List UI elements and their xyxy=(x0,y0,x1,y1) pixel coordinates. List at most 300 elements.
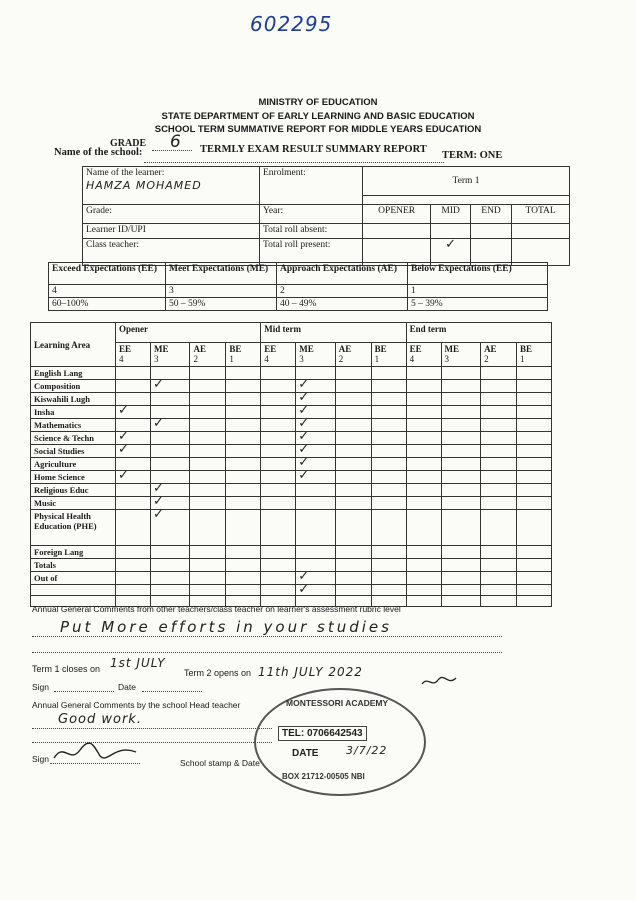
check-mark-icon: ✓ xyxy=(152,507,164,522)
learner-grade-label: Grade: xyxy=(83,204,260,223)
grade-cell xyxy=(441,406,481,419)
key-ee-range: 60–100% xyxy=(49,298,166,311)
grade-cell xyxy=(406,484,441,497)
level-header-1-0 xyxy=(261,343,296,367)
grade-cell xyxy=(116,403,151,419)
grade-cell xyxy=(516,471,551,484)
signature-scribble-icon xyxy=(420,672,460,692)
grade-cell xyxy=(335,510,371,546)
grade-cell xyxy=(406,406,441,419)
teacher-comment-text: Put More efforts in your studies xyxy=(60,618,392,636)
grade-cell xyxy=(441,471,481,484)
key-ee-num: 4 xyxy=(49,285,166,298)
grade-cell xyxy=(516,406,551,419)
grade-cell xyxy=(406,432,441,445)
level-number: 4 xyxy=(264,354,269,364)
grade-cell xyxy=(406,445,441,458)
grade-cell xyxy=(371,585,406,596)
grade-cell xyxy=(190,572,226,585)
head-sign-line xyxy=(50,763,140,764)
level-header-0-3 xyxy=(226,343,261,367)
school-label: Name of the school: xyxy=(54,147,143,158)
grade-cell xyxy=(441,497,481,510)
grade-cell xyxy=(481,497,517,510)
level-header-0-0 xyxy=(116,343,151,367)
term-header: Term 1 xyxy=(363,167,570,196)
grade-cell xyxy=(261,471,296,484)
subject-row xyxy=(31,367,552,380)
grade-cell xyxy=(481,367,517,380)
check-mark-icon: ✓ xyxy=(298,429,310,444)
head-sign-label: Sign xyxy=(32,754,50,764)
subject-name: English Lang xyxy=(31,367,116,380)
school-stamp xyxy=(254,688,426,796)
col-mid: MID xyxy=(431,204,471,223)
subject-row xyxy=(31,546,552,559)
grade-cell xyxy=(261,572,296,585)
sign-label: Sign xyxy=(32,682,50,692)
grade-cell xyxy=(441,432,481,445)
term1-closes-label: Term 1 closes on xyxy=(32,664,101,674)
check-mark-icon: ✓ xyxy=(445,236,457,252)
grade-cell xyxy=(406,419,441,432)
grade-cell xyxy=(150,377,190,393)
grade-cell xyxy=(116,585,151,596)
date-label: Date xyxy=(118,682,136,692)
subject-row xyxy=(31,510,552,546)
grade-cell xyxy=(190,559,226,572)
level-number: 1 xyxy=(519,354,525,364)
grade-cell xyxy=(516,559,551,572)
check-mark-icon: ✓ xyxy=(298,442,310,457)
grade-cell xyxy=(481,585,517,596)
level-number: 3 xyxy=(444,354,450,364)
grade-cell xyxy=(371,471,406,484)
grade-cell xyxy=(481,380,517,393)
grade-cell xyxy=(296,546,336,559)
grade-cell xyxy=(150,507,190,546)
grade-cell xyxy=(335,380,371,393)
grade-cell xyxy=(516,458,551,471)
grade-cell xyxy=(261,380,296,393)
subject-row xyxy=(31,585,552,596)
grade-cell xyxy=(406,471,441,484)
grade-cell xyxy=(371,367,406,380)
key-ae-title: Approach Expectations (AE) xyxy=(277,263,408,285)
col-end: END xyxy=(470,204,511,223)
grade-cell xyxy=(335,497,371,510)
grade-cell xyxy=(261,585,296,596)
check-mark-icon: ✓ xyxy=(118,442,129,457)
grade-cell xyxy=(261,484,296,497)
check-mark-icon: ✓ xyxy=(118,468,129,483)
grade-cell xyxy=(441,585,481,596)
period-end: End term xyxy=(406,323,551,343)
grade-cell xyxy=(116,546,151,559)
grade-cell xyxy=(516,419,551,432)
class-teacher-label: Class teacher: xyxy=(83,238,260,265)
top-reference-number: 602295 xyxy=(250,12,333,36)
grade-cell xyxy=(261,497,296,510)
key-be-range: 5 – 39% xyxy=(408,298,548,311)
subject-row xyxy=(31,406,552,419)
grade-cell xyxy=(226,497,261,510)
subject-row xyxy=(31,484,552,497)
grade-cell xyxy=(516,484,551,497)
comment-line-1 xyxy=(32,636,502,637)
subject-name: Kiswahili Lugh xyxy=(31,393,116,406)
level-code: BE xyxy=(374,344,387,354)
subject-row xyxy=(31,458,552,471)
key-ae-num: 2 xyxy=(277,285,408,298)
level-code: EE xyxy=(119,344,132,354)
department-heading: STATE DEPARTMENT OF EARLY LEARNING AND BASIC EDUCATION xyxy=(161,111,475,122)
level-number: 2 xyxy=(484,354,489,364)
grade-cell xyxy=(406,585,441,596)
level-header-2-2 xyxy=(481,343,517,367)
grade-cell xyxy=(150,546,190,559)
grade-cell xyxy=(116,497,151,510)
grade-cell xyxy=(190,393,226,406)
grade-cell xyxy=(116,442,151,458)
grade-cell xyxy=(226,367,261,380)
grade-cell xyxy=(150,458,190,471)
subject-name: Home Science xyxy=(31,471,116,484)
grade-cell xyxy=(261,393,296,406)
grade-cell xyxy=(226,406,261,419)
grade-cell xyxy=(335,445,371,458)
level-code: AE xyxy=(338,344,352,354)
head-comments-label: Annual General Comments by the school Head teacher xyxy=(32,700,241,710)
subject-row xyxy=(31,497,552,510)
grade-cell xyxy=(150,585,190,596)
grade-cell xyxy=(190,432,226,445)
grade-cell xyxy=(190,497,226,510)
grade-cell xyxy=(226,458,261,471)
grade-cell xyxy=(371,510,406,546)
grade-cell xyxy=(371,406,406,419)
teacher-comments-label: Annual General Comments from other teachers/class teacher on learner's assessment rubric level xyxy=(32,604,401,614)
grade-cell xyxy=(481,510,517,546)
grade-cell xyxy=(226,559,261,572)
grade-cell xyxy=(226,510,261,546)
grade-cell xyxy=(226,484,261,497)
grade-cell xyxy=(116,510,151,546)
level-code: ME xyxy=(153,344,169,354)
grade-cell xyxy=(481,432,517,445)
term2-opens-label: Term 2 opens on xyxy=(184,668,252,678)
report-title: TERMLY EXAM RESULT SUMMARY REPORT xyxy=(200,144,427,155)
grade-cell xyxy=(261,445,296,458)
subject-name: Composition xyxy=(31,380,116,393)
grade-cell xyxy=(116,367,151,380)
grade-cell xyxy=(226,572,261,585)
grade-cell xyxy=(335,546,371,559)
grade-cell xyxy=(296,497,336,510)
grade-cell xyxy=(441,393,481,406)
grade-cell xyxy=(335,484,371,497)
grade-cell xyxy=(150,572,190,585)
check-mark-icon: ✓ xyxy=(152,481,164,496)
grade-cell xyxy=(296,484,336,497)
subject-name: Mathematics xyxy=(31,419,116,432)
level-header-1-3 xyxy=(371,343,406,367)
grade-cell xyxy=(226,585,261,596)
grade-cell xyxy=(481,458,517,471)
enrolment-label: Enrolment: xyxy=(260,167,363,205)
grade-cell xyxy=(226,432,261,445)
grade-cell xyxy=(516,445,551,458)
grade-cell xyxy=(516,393,551,406)
grade-cell xyxy=(406,510,441,546)
grade-cell xyxy=(190,471,226,484)
level-header-0-1 xyxy=(150,343,190,367)
level-code: AE xyxy=(484,344,497,354)
grade-cell xyxy=(406,380,441,393)
absent-label: Total roll absent: xyxy=(260,223,363,238)
check-mark-icon: ✓ xyxy=(298,455,310,470)
key-ae-range: 40 – 49% xyxy=(277,298,408,311)
subject-name: Agriculture xyxy=(31,458,116,471)
stamp-date-label: School stamp & Date xyxy=(180,758,260,768)
grade-cell xyxy=(190,510,226,546)
subject-name: Foreign Lang xyxy=(31,546,116,559)
level-code: EE xyxy=(409,344,422,354)
grade-cell xyxy=(516,380,551,393)
subject-name: Out of xyxy=(31,572,116,585)
grade-cell xyxy=(516,596,551,607)
check-mark-icon: ✓ xyxy=(298,377,310,392)
level-header-2-0 xyxy=(406,343,441,367)
head-comment-line-1 xyxy=(32,728,272,729)
grade-cell xyxy=(190,380,226,393)
results-table xyxy=(30,322,552,607)
grade-cell xyxy=(481,445,517,458)
year-label: Year: xyxy=(260,204,363,223)
grade-cell xyxy=(441,445,481,458)
subject-name: Music xyxy=(31,497,116,510)
stamp-school-name: MONTESSORI ACADEMY xyxy=(286,698,389,708)
grade-cell xyxy=(481,406,517,419)
grade-cell xyxy=(335,572,371,585)
check-mark-icon: ✓ xyxy=(152,377,164,392)
comment-line-2 xyxy=(32,652,502,653)
grade-cell xyxy=(335,406,371,419)
grade-cell xyxy=(516,572,551,585)
grade-cell xyxy=(335,471,371,484)
level-header-2-3 xyxy=(516,343,551,367)
grade-cell xyxy=(150,393,190,406)
check-mark-icon: ✓ xyxy=(118,403,129,418)
grade-cell xyxy=(116,559,151,572)
key-me-num: 3 xyxy=(166,285,277,298)
grade-cell xyxy=(441,572,481,585)
grade-cell xyxy=(481,484,517,497)
ministry-heading: MINISTRY OF EDUCATION xyxy=(258,97,378,108)
key-me-title: Meet Expectations (ME) xyxy=(166,263,277,285)
subject-name: Religious Educ xyxy=(31,484,116,497)
grade-cell xyxy=(150,416,190,432)
grade-cell xyxy=(371,458,406,471)
grade-cell xyxy=(296,510,336,546)
grade-cell xyxy=(481,393,517,406)
term-label: TERM: ONE xyxy=(442,150,503,161)
check-mark-icon: ✓ xyxy=(298,468,310,483)
grade-cell xyxy=(406,546,441,559)
grade-cell xyxy=(371,380,406,393)
grade-cell xyxy=(406,393,441,406)
grade-cell xyxy=(296,582,336,597)
grade-cell xyxy=(261,510,296,546)
grade-cell xyxy=(116,484,151,497)
present-label: Total roll present: xyxy=(260,238,363,265)
level-code: EE xyxy=(264,344,277,354)
level-number: 4 xyxy=(409,354,415,364)
grade-cell xyxy=(371,432,406,445)
head-signature-icon xyxy=(50,736,140,766)
grade-cell xyxy=(371,546,406,559)
stamp-box-address: BOX 21712-00505 NBI xyxy=(282,772,365,781)
grade-cell xyxy=(441,419,481,432)
grade-cell xyxy=(371,484,406,497)
date-line xyxy=(142,691,202,692)
grade-cell xyxy=(516,367,551,380)
key-me-range: 50 – 59% xyxy=(166,298,277,311)
grade-cell xyxy=(441,546,481,559)
grade-cell xyxy=(226,471,261,484)
grade-cell xyxy=(335,432,371,445)
check-mark-icon: ✓ xyxy=(298,390,310,405)
grade-cell xyxy=(516,546,551,559)
grade-value: 6 xyxy=(170,132,182,152)
grade-cell xyxy=(335,559,371,572)
subject-row xyxy=(31,471,552,484)
grade-cell xyxy=(190,585,226,596)
grade-cell xyxy=(441,559,481,572)
key-ee-title: Exceed Expectations (EE) xyxy=(49,263,166,285)
level-header-1-2 xyxy=(335,343,371,367)
grade-cell xyxy=(335,367,371,380)
grade-cell xyxy=(190,546,226,559)
level-code: ME xyxy=(444,344,460,354)
grade-cell xyxy=(261,432,296,445)
grade-cell xyxy=(441,484,481,497)
school-underline xyxy=(144,162,444,163)
check-mark-icon: ✓ xyxy=(298,403,310,418)
head-comment-text: Good work. xyxy=(58,712,142,727)
grade-cell xyxy=(226,445,261,458)
subject-row xyxy=(31,445,552,458)
grade-cell xyxy=(516,497,551,510)
grade-cell xyxy=(371,419,406,432)
grade-cell xyxy=(226,380,261,393)
check-mark-icon: ✓ xyxy=(298,582,310,597)
grade-cell xyxy=(190,445,226,458)
check-mark-icon: ✓ xyxy=(298,416,310,431)
grade-cell xyxy=(261,458,296,471)
level-number: 3 xyxy=(299,354,304,364)
grade-cell xyxy=(441,596,481,607)
grade-cell xyxy=(481,596,517,607)
level-header-0-2 xyxy=(190,343,226,367)
level-number: 1 xyxy=(374,354,380,364)
level-number: 4 xyxy=(119,354,124,364)
subject-name: Social Studies xyxy=(31,445,116,458)
grade-cell xyxy=(406,497,441,510)
learner-id-label: Learner ID/UPI xyxy=(83,223,260,238)
grade-cell xyxy=(481,471,517,484)
grade-cell xyxy=(190,367,226,380)
grade-cell xyxy=(335,458,371,471)
level-number: 3 xyxy=(153,354,159,364)
grade-cell xyxy=(406,559,441,572)
grade-cell xyxy=(335,393,371,406)
stamp-date-text: DATE xyxy=(292,748,319,759)
subject-name: Science & Techn xyxy=(31,432,116,445)
grade-cell xyxy=(481,572,517,585)
grade-cell xyxy=(261,546,296,559)
grade-cell xyxy=(406,572,441,585)
stamp-telephone: TEL: 0706642543 xyxy=(278,726,367,741)
grade-cell xyxy=(516,510,551,546)
sign-line xyxy=(54,691,114,692)
grade-cell xyxy=(335,419,371,432)
grade-cell xyxy=(441,510,481,546)
learner-name-cell xyxy=(83,167,260,205)
subject-name: Insha xyxy=(31,406,116,419)
grade-cell xyxy=(516,432,551,445)
level-header-1-1 xyxy=(296,343,336,367)
level-number: 2 xyxy=(193,354,198,364)
subject-row xyxy=(31,572,552,585)
grade-cell xyxy=(335,585,371,596)
col-total: TOTAL xyxy=(512,204,570,223)
key-be-num: 1 xyxy=(408,285,548,298)
grade-cell xyxy=(190,419,226,432)
grade-cell xyxy=(516,585,551,596)
subject-row xyxy=(31,559,552,572)
grade-cell xyxy=(371,572,406,585)
grade-cell xyxy=(441,458,481,471)
grade-cell xyxy=(116,468,151,484)
check-mark-icon: ✓ xyxy=(298,569,310,584)
grade-cell xyxy=(261,406,296,419)
level-code: BE xyxy=(519,344,532,354)
subject-row xyxy=(31,419,552,432)
grade-cell xyxy=(226,546,261,559)
grade-cell xyxy=(481,419,517,432)
grade-cell xyxy=(190,458,226,471)
grade-cell xyxy=(406,596,441,607)
check-mark-icon: ✓ xyxy=(118,429,129,444)
level-code: AE xyxy=(193,344,206,354)
term1-closes-date: 1st JULY xyxy=(110,656,166,670)
grade-cell xyxy=(441,380,481,393)
learning-area-header: Learning Area xyxy=(31,323,116,367)
level-code: ME xyxy=(299,344,314,354)
level-number: 1 xyxy=(229,354,234,364)
grade-cell xyxy=(116,572,151,585)
subject-row xyxy=(31,432,552,445)
check-mark-icon: ✓ xyxy=(152,416,164,431)
grade-cell xyxy=(226,419,261,432)
subject-name: Physical Health Education (PHE) xyxy=(31,510,116,546)
learner-info-table xyxy=(82,166,570,266)
grade-cell xyxy=(371,559,406,572)
period-opener: Opener xyxy=(116,323,261,343)
learner-name-label: Name of the learner: xyxy=(86,168,165,178)
stamp-date-value: 3/7/22 xyxy=(346,744,388,757)
